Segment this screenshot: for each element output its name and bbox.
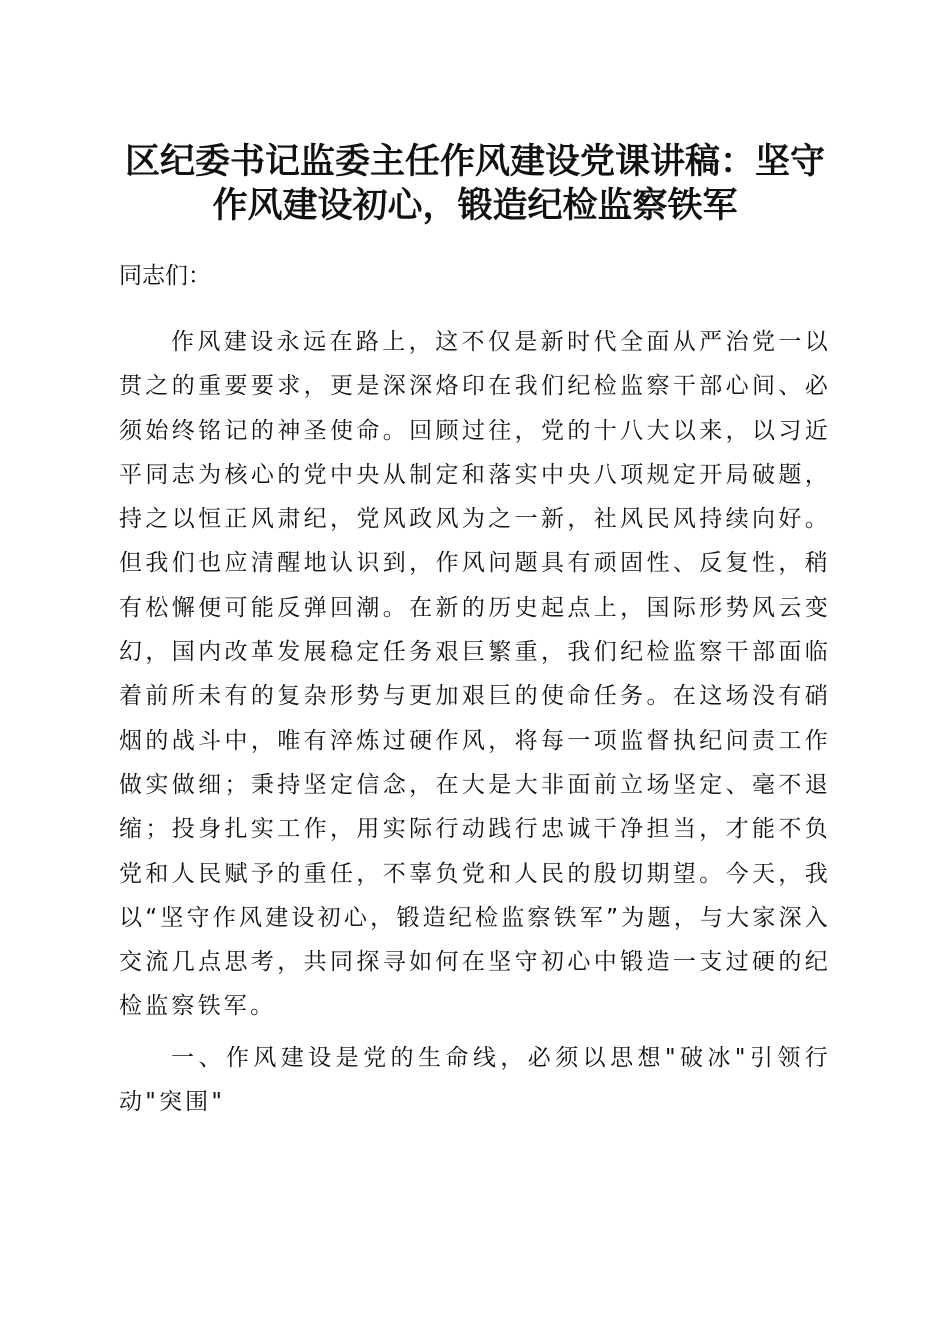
document-title-line-1: 区纪委书记监委主任作风建设党课讲稿：坚守 [124,141,825,182]
document-title-line-2: 作风建设初心，锻造纪检监察铁军 [212,185,738,226]
body-paragraph: 作风建设永远在路上，这不仅是新时代全面从严治党一以贯之的重要要求，更是深深烙印在我们纪检监察干部心间、必须始终铭记的神圣使命。回顾过往，党的十八大以来，以习近平同志为核心的党中央从制定和落实中央八项规定开局破题，持之以恒正风肃纪，党风政风为之一新，社风民风持续向好。但我们也应清醒地认识到，作风问题具有顽固性、反复性，稍有松懈便可能反弹回潮。在新的历史起点上，国际形势风云变幻，国内改革发展稳定任务艰巨繁重，我们纪检监察干部面临着前所未有的复杂形势与更加艰巨的使命任务。在这场没有硝烟的战斗中，唯有淬炼过硬作风，将每一项监督执纪问责工作做实做细；秉持坚定信念，在大是大非面前立场坚定、毫不退缩；投身扎实工作，用实际行动践行忠诚干净担当，才能不负党和人民赋予的重任，不辜负党和人民的殷切期望。今天，我以“坚守作风建设初心，锻造纪检监察铁军”为题，与大家深入交流几点思考，共同探寻如何在坚守初心中锻造一支过硬的纪检监察铁军。 [119,329,831,1020]
salutation: 同志们： [119,263,211,289]
section-heading: 一、作风建设是党的生命线，必须以思想"破冰"引领行动"突围" [119,1045,831,1116]
